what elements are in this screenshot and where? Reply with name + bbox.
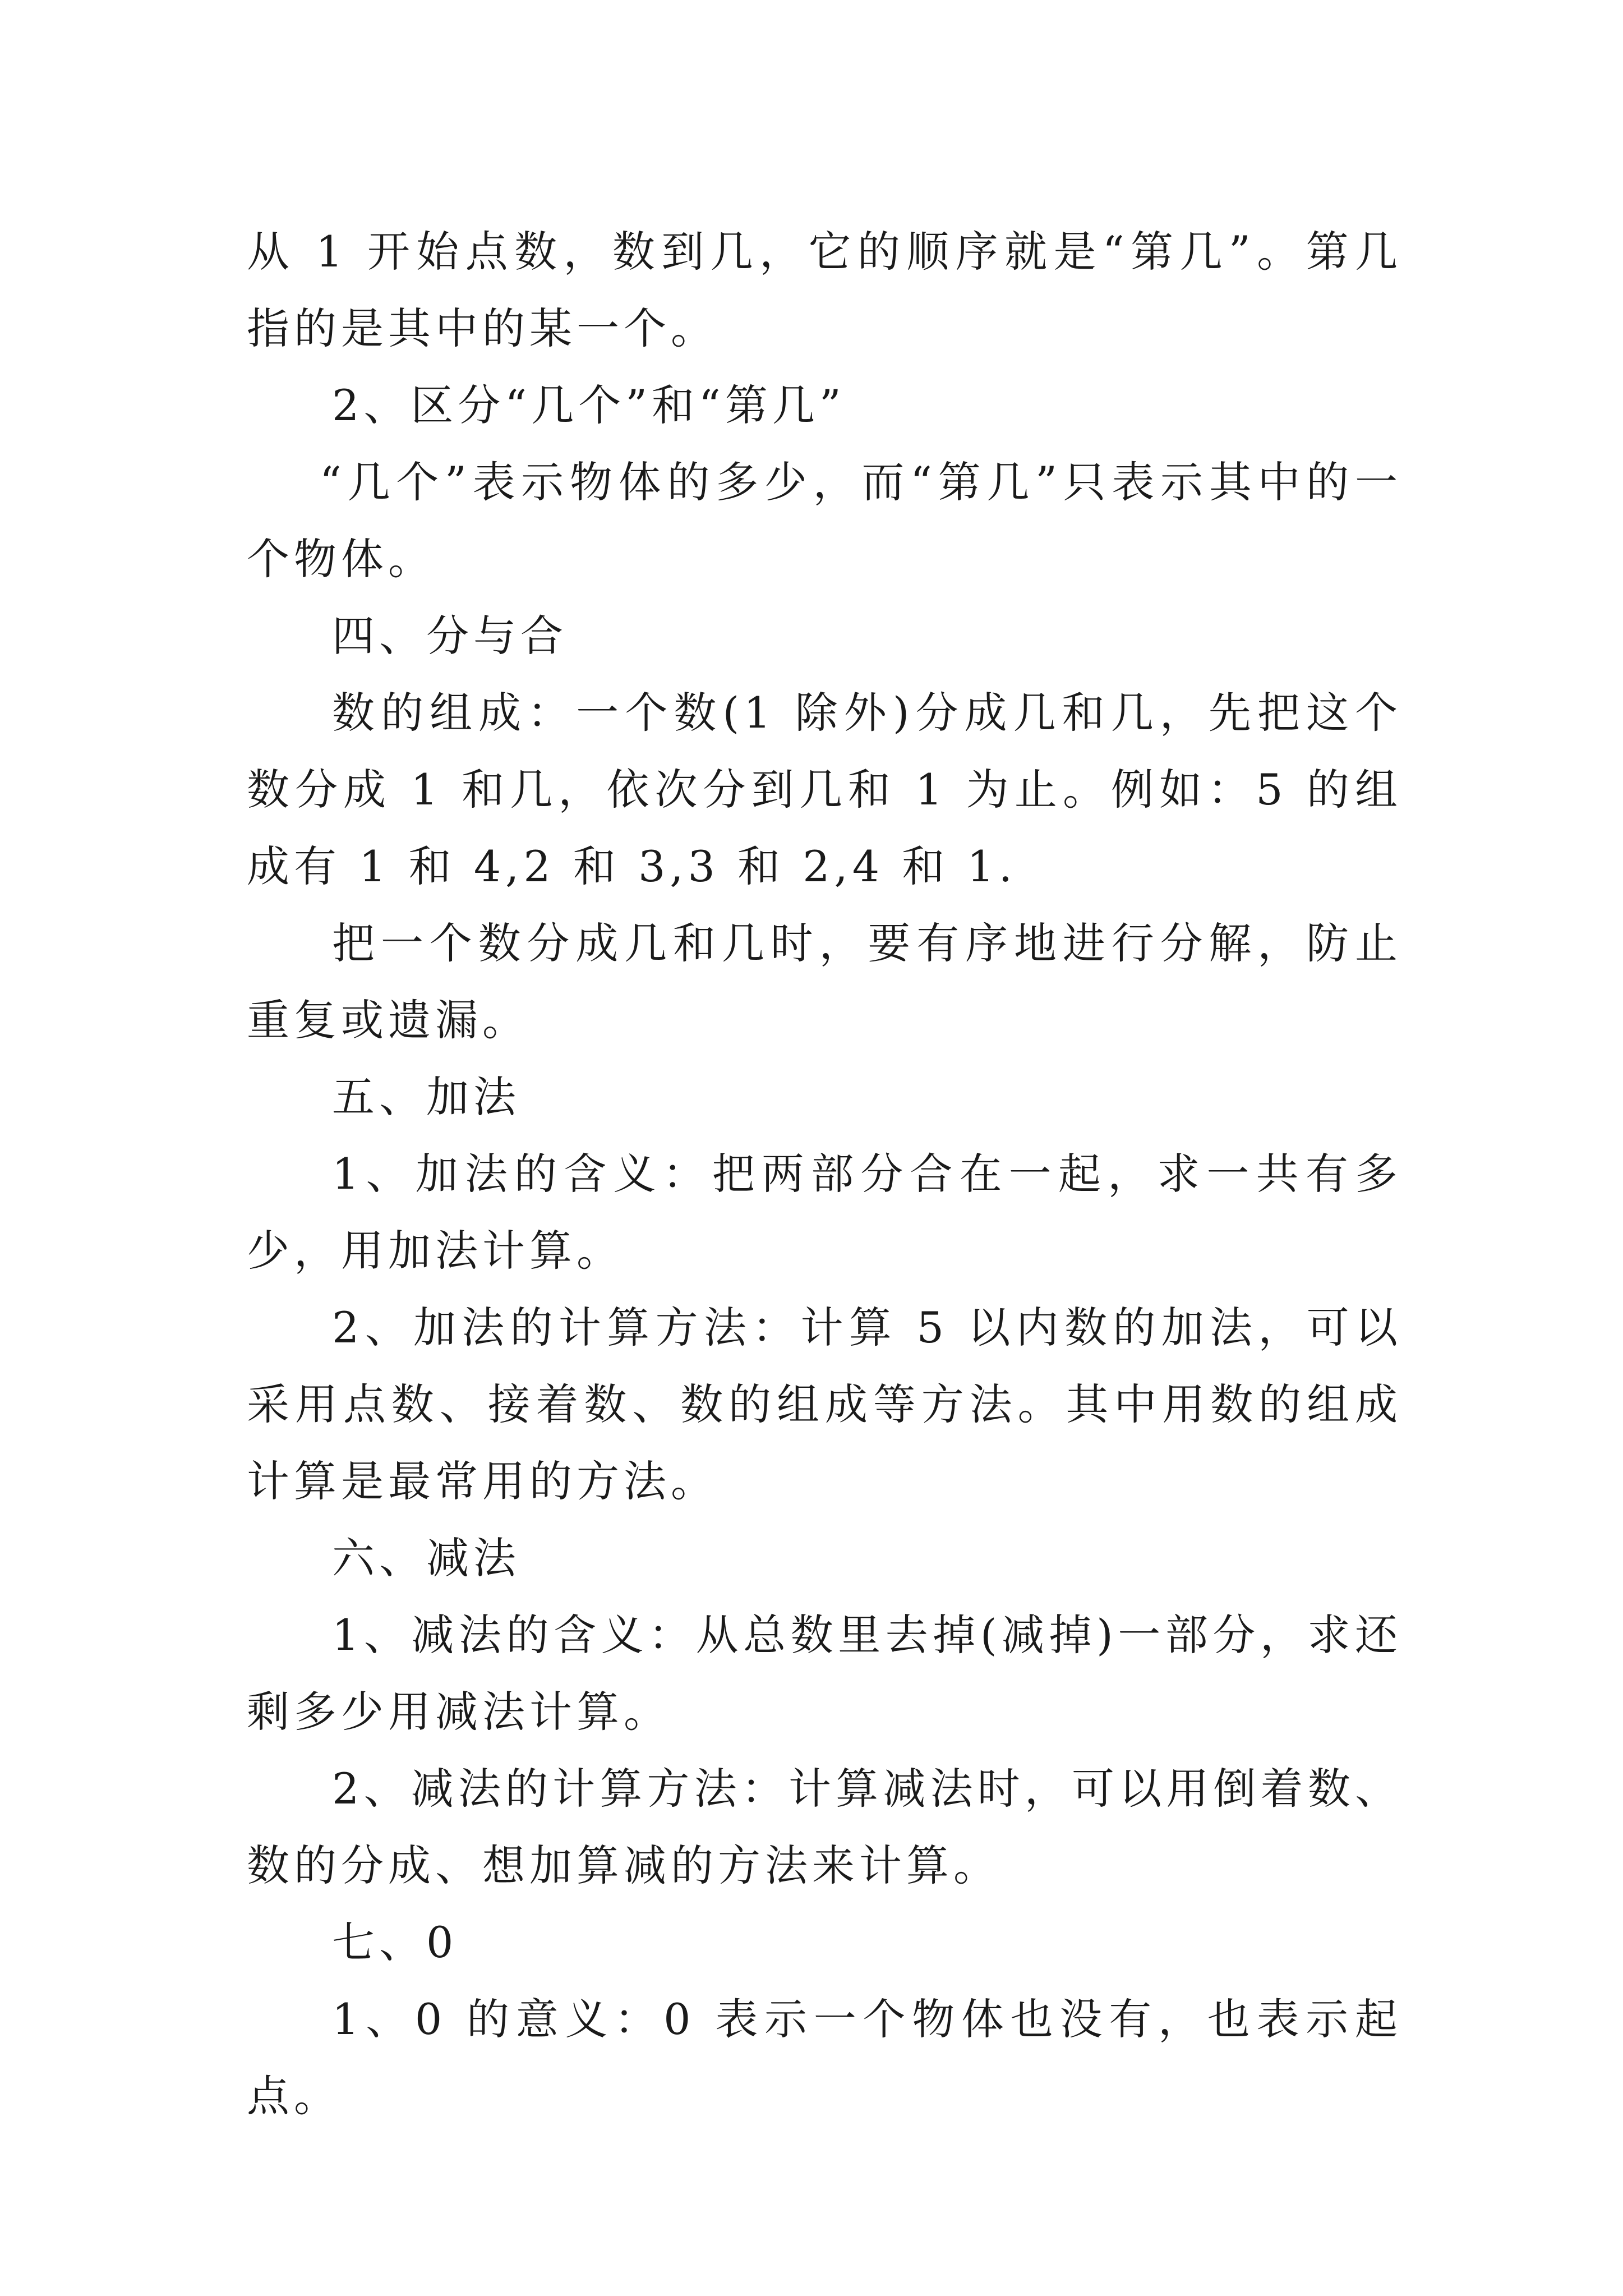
section-heading-addition: 五、加法 <box>332 1072 520 1122</box>
paragraph-addition-meaning: 1、加法的含义：把两部分合在一起，求一共有多少，用加法计算。 <box>247 1149 1402 1276</box>
paragraph-zero-meaning: 1、0 的意义：0 表示一个物体也没有，也表示起点。 <box>247 1994 1402 2121</box>
paragraph-count-vs-ordinal: “几个”表示物体的多少，而“第几”只表示其中的一个物体。 <box>247 457 1402 584</box>
paragraph-number-composition: 数的组成：一个数(1 除外)分成几和几，先把这个数分成 1 和几，依次分到几和 1 为止。例如：5 的组成有 1 和 4,2 和 3,3 和 2,4 和 1. <box>247 688 1402 891</box>
section-heading-split-combine: 四、分与合 <box>332 611 568 661</box>
paragraph-subtraction-meaning: 1、减法的含义：从总数里去掉(减掉)一部分，求还剩多少用减法计算。 <box>247 1610 1402 1737</box>
heading-distinguish-count-ordinal: 2、区分“几个”和“第几” <box>332 380 846 430</box>
paragraph-ordinal-explanation: 从 1 开始点数，数到几，它的顺序就是“第几”。第几指的是其中的某一个。 <box>247 227 1402 353</box>
paragraph-subtraction-method: 2、减法的计算方法：计算减法时，可以用倒着数、数的分成、想加算减的方法来计算。 <box>247 1764 1402 1890</box>
section-heading-zero: 七、0 <box>332 1917 458 1967</box>
paragraph-orderly-decomposition: 把一个数分成几和几时，要有序地进行分解，防止重复或遗漏。 <box>247 918 1402 1045</box>
paragraph-addition-method: 2、加法的计算方法：计算 5 以内数的加法，可以采用点数、接着数、数的组成等方法。其中用数的组成计算是最常用的方法。 <box>247 1303 1402 1506</box>
document-body <box>247 213 1402 2134</box>
section-heading-subtraction: 六、减法 <box>332 1533 520 1583</box>
